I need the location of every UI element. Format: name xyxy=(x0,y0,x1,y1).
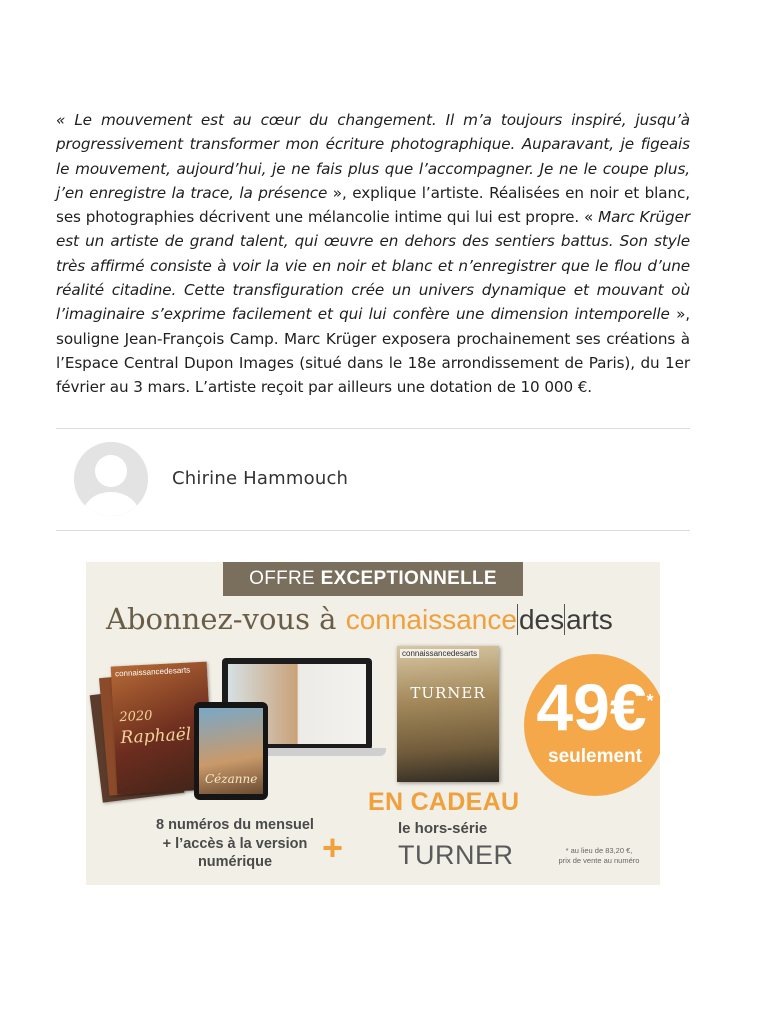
article-text: », explique l’artiste. Réalisées en noir et blanc, ses photographies décrivent une mélancolie intime qui lui est propre. « xyxy=(56,183,690,227)
gift-title: EN CADEAU xyxy=(368,788,520,816)
fine-print xyxy=(540,846,658,866)
author-box xyxy=(56,428,690,530)
headline-prefix: Abonnez-vous à xyxy=(106,602,346,636)
tablet-cover-title: Cézanne xyxy=(205,772,258,786)
details-line-3: numérique xyxy=(197,854,273,870)
details-line-1: 8 numéros du mensuel xyxy=(156,817,314,833)
user-placeholder-icon xyxy=(74,442,148,516)
quote-camp: Marc Krüger est un artiste de grand talent, qui œuvre en dehors des sentiers battus. Son style très affirmé consiste à voir la vie en noir et blanc et n’enregistrer que le flou d’une réalité citadine. Cette transfiguration crée un univers dynamique et mouvant où l’imaginaire s’exprime facilement et qui lui confère une dimension intemporelle xyxy=(56,208,690,324)
subscription-details xyxy=(130,816,340,872)
turner-cover-title: TURNER xyxy=(410,684,486,702)
gift-subtitle: le hors-série xyxy=(398,820,488,837)
price-badge xyxy=(524,654,660,796)
divider-bottom xyxy=(56,530,690,531)
magazine-year: 2020 xyxy=(119,708,153,726)
tablet-mockup xyxy=(194,702,268,800)
plus-icon: + xyxy=(322,827,344,868)
brand-arts: arts xyxy=(566,604,613,635)
offer-label: OFFRE xyxy=(249,568,321,589)
fine-print-line-2: prix de vente au numéro xyxy=(558,856,640,865)
author-name[interactable]: Chirine Hammouch xyxy=(172,468,349,489)
details-line-2: + l’accès à la version xyxy=(162,835,308,852)
quote-artist: « Le mouvement est au cœur du changement. Il m’a toujours inspiré, jusqu’à progressivement transformer mon écriture photographique. Auparavant, je figeais le mouvement, aujourd’hui, je ne fais plus que l’accompagner. Je ne le coupe plus, j’en enregistre la trace, la présence xyxy=(56,111,690,202)
brand-des: des xyxy=(518,604,565,635)
gift-name: TURNER xyxy=(398,840,514,870)
magazine-masthead: connaissancedesarts xyxy=(114,665,191,679)
offer-label-bold: EXCEPTIONNELLE xyxy=(320,568,497,589)
fine-print-line-1: * au lieu de 83,20 €, xyxy=(565,846,633,855)
price-subtitle: seulement xyxy=(548,746,642,767)
ad-headline xyxy=(106,602,613,636)
tablet-screen xyxy=(199,708,263,794)
article-text-end: », souligne Jean-François Camp. Marc Krüger exposera prochainement ses créations à l’Espace Central Dupon Images (situé dans le 18e arrondissement de Paris), du 1er février au 3 mars. L’artiste reçoit par ailleurs une dotation de 10 000 €. xyxy=(56,305,690,397)
subscription-ad[interactable] xyxy=(86,562,660,885)
offer-banner xyxy=(223,562,523,596)
price-value: 49€* xyxy=(536,670,654,744)
avatar[interactable] xyxy=(74,442,148,516)
article-body xyxy=(56,108,690,400)
price-asterisk: * xyxy=(646,691,654,711)
brand-name: connaissance xyxy=(345,604,517,635)
turner-magazine-cover xyxy=(397,646,499,782)
turner-masthead: connaissancedesarts xyxy=(402,649,478,658)
magazine-title: Raphaël xyxy=(119,724,192,749)
